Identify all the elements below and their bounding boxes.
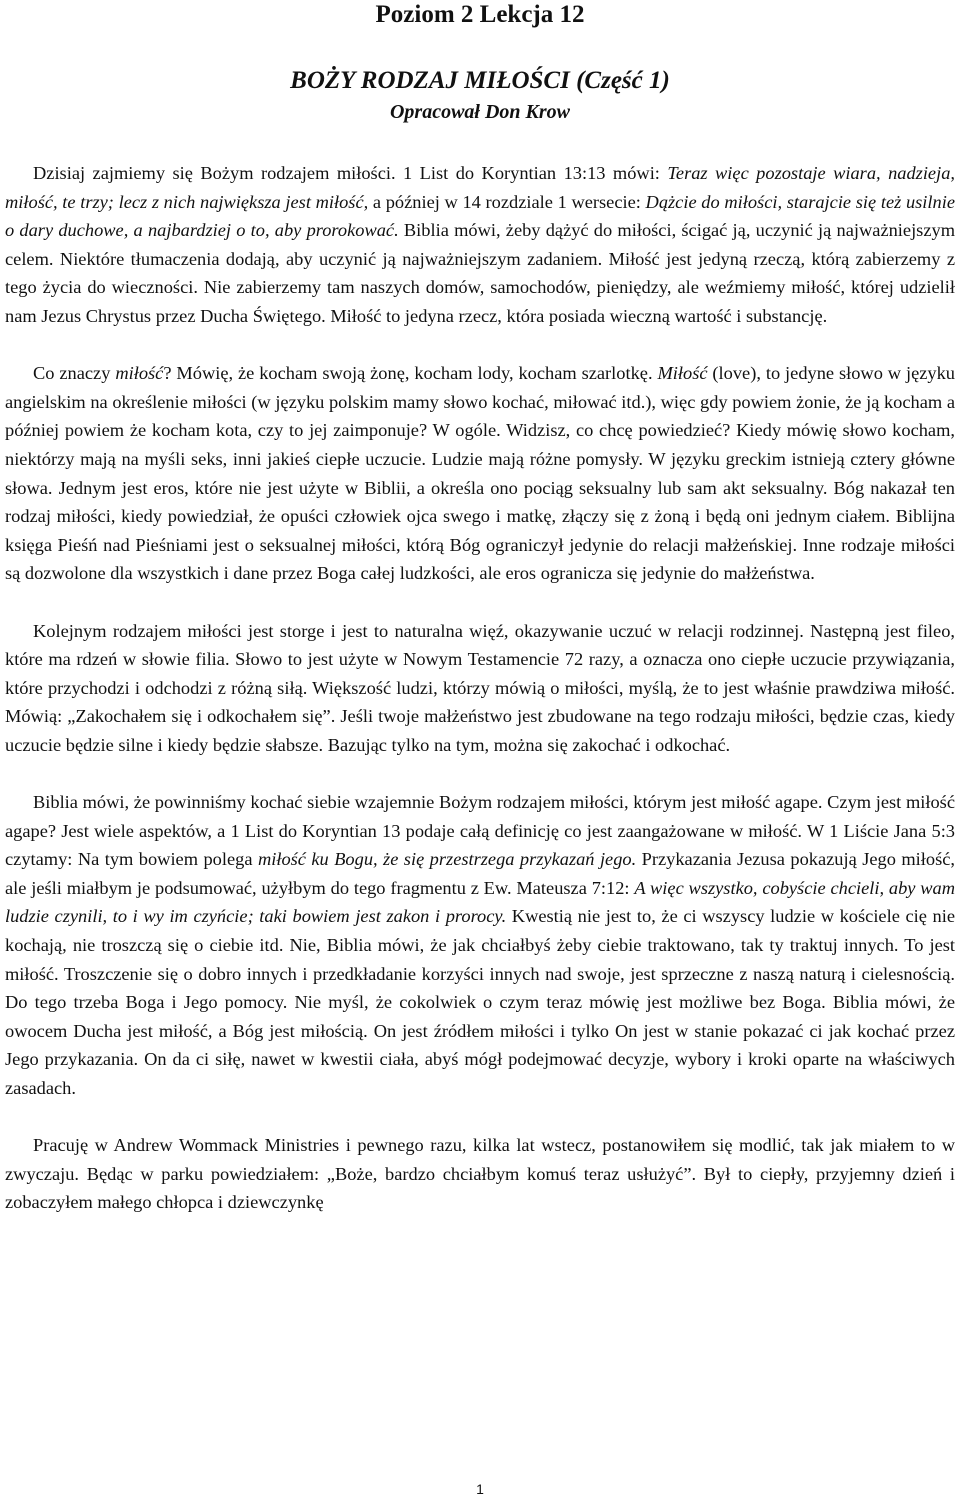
quote-1-john-5-3: miłość ku Bogu, że się przestrzega przykazań jego.	[257, 849, 637, 870]
term-milosc-love: Miłość	[657, 363, 708, 384]
document-body	[5, 159, 955, 1217]
paragraph-4: Biblia mówi, że powinniśmy kochać siebie wzajemnie Bożym rodzajem miłości, którym jest miłość agape. Czym jest miłość agape? Jest wiele aspektów, a 1 List do Koryntian 13 podaje całą definicję co jest zaangażowane w miłość. W 1 Liście Jana 5:3 czytamy: Na tym bowiem polega miłość ku Bogu, że się przestrzega przykazań jego. Przykazania Jezusa pokazują Jego miłość, ale jeśli miałbym je podsumować, użyłbym do tego fragmentu z Ew. Mateusza 7:12: A więc wszystko, cobyście chcieli, aby wam ludzie czynili, to i wy im czyńcie; taki bowiem jest zakon i prorocy. Kwestią nie jest to, że ci wszyscy ludzie w kościele cię nie kochają, nie troszczą się o ciebie itd. Nie, Biblia mówi, że jak chciałbyś żeby ciebie traktowano, tak ty traktuj innych. To jest miłość. Troszczenie się o dobro innych i przedkładanie korzyści innych nad swoje, jest sprzeczne z naszą naturą i cielesnością. Do tego trzeba Boga i Jego pomocy. Nie myśl, że cokolwiek o czym teraz mówię jest możliwe bez Boga. Biblia mówi, że owocem Ducha jest miłość, a Bóg jest miłością. On jest źródłem miłości i tylko On jest w stanie pokazać ci jak kochać przez Jego przykazania. On da ci siłę, nawet w kwestii ciała, abyś mógł podejmować decyzje, wybory i kroki oparte na właściwych zasadach.	[5, 792, 956, 1098]
quote-matthew-7-12: A więc wszystko, cobyście chcieli, aby wam ludzie czynili, to i wy im czyńcie; taki bowiem jest zakon i prorocy.	[5, 877, 956, 927]
page-number: 1	[476, 1481, 484, 1497]
quote-1-cor-14-1: Dążcie do miłości, starajcie się też usilnie o dary duchowe, a najbardziej o to, aby prorokować.	[5, 191, 955, 241]
lesson-title: BOŻY RODZAJ MIŁOŚCI (Część 1)	[290, 67, 670, 94]
paragraph-2: Co znaczy miłość? Mówię, że kocham swoją żonę, kocham lody, kocham szarlotkę. Miłość (love), to jedyne słowo w języku angielskim na określenie miłości (w języku polskim mamy słowo kochać, miłować itd.), więc gdy powiem żonie, że ją kocham a później powiem że kocham kota, czy to jej zaimponuje? W ogóle. Widzisz, co chcę powiedzieć? Kiedy mówię słowo kocham, niektórzy mają na myśli seks, inni jakieś ciepłe uczucie. Ludzie mają różne pomysły. W języku greckim istnieją cztery główne słowa. Jednym jest eros, które nie jest użyte w Biblii, a określa ono pociąg seksualny lub sam akt seksualny. Bóg nakazał ten rodzaj miłości, kiedy powiedział, że opuści człowiek ojca swego i matkę, złączy się z żoną i będą oni jednym ciałem. Biblijna księga Pieśń nad Pieśniami jest o seksualnej miłości, którą Bóg ograniczył jedynie do relacji małżeńskiej. Inne rodzaje miłości są dozwolone dla wszystkich i dane przez Boga całej ludzkości, ale eros ogranicza się jedynie do małżeństwa.	[5, 363, 956, 584]
paragraph-1: Dzisiaj zajmiemy się Bożym rodzajem miłości. 1 List do Koryntian 13:13 mówi: Teraz więc pozostaje wiara, nadzieja, miłość, te trzy; lecz z nich największa jest miłość, a później w 14 rozdziale 1 wersecie: Dążcie do miłości, starajcie się też usilnie o dary duchowe, a najbardziej o to, aby prorokować. Biblia mówi, żeby dążyć do miłości, ścigać ją, uczynić ją najważniejszym celem. Niektóre tłumaczenia dodają, aby uczynić ją najważniejszym zadaniem. Miłość jest jedyną rzeczą, którą zabierzemy z tego życia do wieczności. Nie zabierzemy tam naszych domów, samochodów, pieniędzy, ale weźmiemy miłość, której udzielił nam Jezus Chrystus przez Ducha Świętego. Miłość to jedyna rzecz, która posiada wieczną wartość i substancję.	[5, 163, 956, 326]
paragraph-3: Kolejnym rodzajem miłości jest storge i jest to naturalna więź, okazywanie uczuć w relacji rodzinnej. Następną jest fileo, które ma rdzeń w słowie filia. Słowo to jest użyte w Nowym Testamencie 72 razy, a oznacza ono ciepłe uczucie przywiązania, które przychodzi i odchodzi z różną siłą. Większość ludzi, którzy mówią o miłości, myślą, że to jest właśnie prawdziwa miłość. Mówią: „Zakochałem się i odkochałem się”. Jeśli twoje małżeństwo jest zbudowane na tego rodzaju miłości, będzie czas, kiedy uczucie będzie silne i kiedy będzie słabsze. Bazując tylko na tym, można się zakochać i odkochać.	[5, 620, 955, 755]
paragraph-5: Pracuję w Andrew Wommack Ministries i pewnego razu, kilka lat wstecz, postanowiłem się modlić, tak jak miałem to w zwyczaju. Będąc w parku powiedziałem: „Boże, bardzo chciałbym komuś teraz usłużyć”. Był to ciepły, przyjemny dzień i zobaczyłem małego chłopca i dziewczynkę	[5, 1135, 955, 1213]
term-milosc: miłość	[115, 363, 164, 384]
lesson-author: Opracował Don Krow	[389, 101, 571, 123]
quote-1-cor-13-13: Teraz więc pozostaje wiara, nadzieja, miłość, te trzy; lecz z nich największa jest miłość,	[5, 163, 955, 212]
level-heading: Poziom 2 Lekcja 12	[375, 1, 585, 28]
